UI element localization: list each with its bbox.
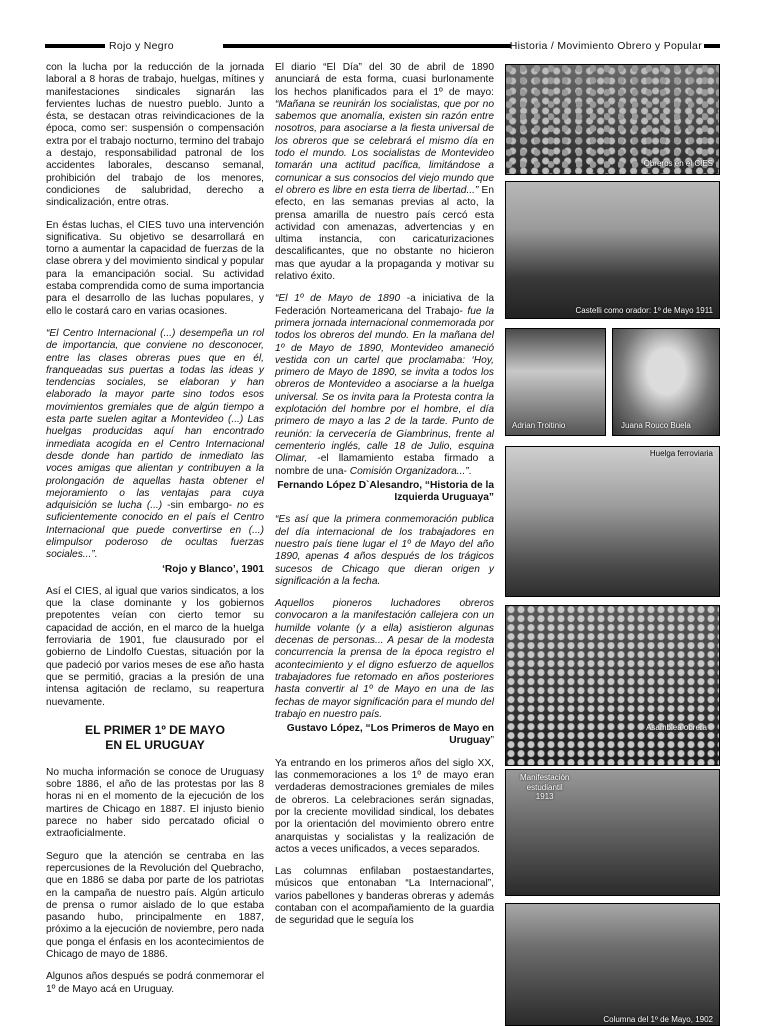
header-rule-middle bbox=[223, 44, 511, 48]
paragraph: con la lucha por la reducción de la jornada laboral a 8 horas de trabajo, huelgas, mítines y manifestaciones sindicales signarán las fervientes luchas de nuestro pueblo. Junto a ésta, se destacan otras reivindicaciones de la época, como ser: suspensión o compensación extra por el trabajo nocturno, termino del trabajo a destajo, responsabilidad patronal de los accidentes laborales, descanso semanal, prohibición del trabajo de los menores, condiciones de salubridad, derecho a sindicalización, entre otras. bbox=[46, 62, 264, 209]
photo-workers-assembly bbox=[505, 605, 720, 766]
photo-juana-rouco-buela bbox=[612, 328, 720, 436]
paragraph: Así el CIES, al igual que varios sindicatos, a los que la clase dominante y los gobiernos prepotentes veían con cierto temor su capacidad de acción, en el marco de la huelga ferroviaria de 1901, fue clausurado por el gobierno de Lindolfo Cuestas, situación por la que padeció por varios meses de ese año hasta que se permitió, gracias a la presión de una intensa agitación de reclamo, su reapertura nuevamente. bbox=[46, 585, 264, 708]
paragraph: Las columnas enfilaban postaestandartes, músicos que entonaban “La Internacional”, varios pabellones y banderas obreras y además contaban con el acompañamiento de la guardia de seguridad que le seguía los bbox=[275, 866, 494, 927]
quote-attribution: Gustavo López, “Los Primeros de Mayo en Uruguay” bbox=[286, 723, 494, 747]
text-column-left bbox=[46, 62, 264, 1006]
photo-caption: Juana Rouco Buela bbox=[621, 420, 691, 430]
photo-workers-cies bbox=[505, 64, 720, 175]
paragraph: Seguro que la atención se centraba en las repercusiones de la Revolución del Quebracho, que en 1886 se daba por parte de los patriotas en la campaña de nuestro país. Algún articulo de prensa o rumor aislado de lo que estaba pasando hubo, principalmente en 1887, próximo a la ejecución de noviembre, pero nada que ponga el énfasis en los acontecimientos de Chicago de mayo de 1886. bbox=[46, 850, 264, 960]
photo-student-demonstration bbox=[505, 769, 720, 896]
photo-castelli-orator bbox=[505, 181, 720, 319]
photo-railway-strike bbox=[505, 446, 720, 597]
photo-caption: Columna del 1º de Mayo, 1902 bbox=[603, 1014, 713, 1024]
paragraph: No mucha información se conoce de Uruguasy sobre 1886, el año de las protestas por las 8 horas ni en el momento de la ejecución de los martires de Chicago en 1887. El injusto bienio parece no haber sido percatado oficial o extraoficialmente. bbox=[46, 766, 264, 840]
photo-caption: Huelga ferroviaria bbox=[649, 449, 713, 458]
quote: “Es así que la primera conmemoración publica del día internacional de los trabajadores en nuestro país tiene lugar el 1º de Mayo del año 1890, apenas 4 años después de los trágicos sucesos de Chicago que dieran origen y significación a la fecha. bbox=[275, 514, 494, 587]
quote-attribution: Fernando López D`Alesandro, “Historia de la Izquierda Uruguaya” bbox=[277, 479, 494, 504]
header-rule-right bbox=[704, 44, 720, 48]
header-rule-left bbox=[45, 44, 105, 48]
paragraph: Ya entrando en los primeros años del siglo XX, las conmemoraciones a los 1º de mayo eran verdaderas demostraciones gremiales de miles de obreros. La celebraciones serán signadas, por la creciente movilidad sindical, los debates por la orientación del movimiento obrero entre anarquistas y socialistas y la realización de actos a veces unificados, a veces separados. bbox=[275, 757, 494, 855]
page-header bbox=[45, 38, 720, 54]
text-column-middle bbox=[275, 62, 494, 938]
photo-caption: Castelli como orador: 1º de Mayo 1911 bbox=[575, 305, 713, 315]
quote: “El 1º de Mayo de 1890 -a iniciativa de la Federación Norteamericana del Trabajo- fue la primera jornada internacional conmemorada por todos los obreros del mundo. En la mañana del 1º de Mayo de 1890, Montevideo amaneció vestida con un cartel que proclamaba: ‘Hoy, primero de Mayo de 1890, se invita a todos los obreros de Montevideo a asociarse a la huelga universal. Se os invita para la Protesta contra la explotación del hombre por el hombre, el día primero de mayo a las 2 de la tarde. Punto de reunión: la cervecería de Giambrinus, frente al cementerio inglés, calle 18 de Julio, esquina Olimar, -el llamamiento estaba firmado a nombre de una- Comisión Organizadora...”. bbox=[275, 293, 495, 477]
section-heading: EL PRIMER 1º DE MAYO EN EL URUGUAY bbox=[85, 722, 225, 752]
paragraph: El diario “El Día” del 30 de abril de 1890 anunciará de esta forma, cuasi burlonamente los hechos planificados para el 1º de mayo: “Mañana se reunirán los socialistas, que por no sabemos que anomalía, existen sin razón entre nosotros, para asociarse a la fiesta universal de los obreros que se celebrará el mismo día en todo el mundo. Los socialistas de Montevideo tomarán una actitud pacífica, limitándose a comunicar a sus consocios del viejo mundo que el obrero es libre en esta tierra de libertad...” En efecto, en las semanas previas al acto, la prensa amarilla de nuestro país cercó esta actividad con amenazas, advertencias y en ultima instancia, con caricaturizaciones descalificantes, que no obstante no hicieron mas que ayudar a la propaganda y motivar su relativo éxito. bbox=[275, 62, 494, 283]
quote: Aquellos pioneros luchadores obreros convocaron a la manifestación callejera con un humilde volante (y a ella) asistieron algunas decenas de personas... A pesar de la modesta concurrencia la prensa de la época registro el acontecimiento y el digno esfuerzo de aquellos trabajadores fue retomado en años posteriores hasta convertir al 1º de Mayo en una de las fechas de mayor significación para el mundo del trabajo en nuestro país. bbox=[275, 598, 494, 720]
photo-adrian-troitinio bbox=[505, 328, 606, 436]
photo-caption: Manifestación estudiantil 1913 bbox=[520, 773, 570, 801]
publication-name: Rojo y Negro bbox=[109, 40, 174, 52]
section-title: Historia / Movimiento Obrero y Popular bbox=[509, 40, 702, 52]
photo-caption: Obreros en el CIES bbox=[643, 158, 713, 168]
quote: “El Centro Internacional (...) desempeña un rol de importancia, que conviene no desconocer, entre las clases obreras pues que en él, franqueadas sus puertas a todas las ideas y tendencias sociales, se elaboran y han elaborado la mayor parte sino todos esos movimientos gremiales que de algún tiempo a esta parte suelen agitar a Montevideo (...) Las huelgas producidas aquí han encontrado inmediata acogida en el Centro Internacional desde donde han partido de inmediato las voces amigas que alientan y contribuyen a la prolongación de aquellas hasta obtener el mejoramiento o las ventajas para cuya adquisición se lucha (...) -sin embargo- no es suficientemente conocido en el país el Centro Internacional que puede convertirse en (...) elimpulsor poderoso de ocultas fuerzas sociales...”. bbox=[46, 327, 264, 561]
photo-caption: Adrian Troitinio bbox=[512, 420, 566, 430]
photo-caption: Asamblea obrera bbox=[646, 723, 707, 732]
photo-may-day-column bbox=[505, 903, 720, 1026]
paragraph: Algunos años después se podrá conmemorar el 1º de Mayo acá en Uruguay. bbox=[46, 971, 264, 995]
quote-attribution: ‘Rojo y Blanco’, 1901 bbox=[162, 563, 264, 575]
paragraph: En éstas luchas, el CIES tuvo una intervención significativa. Su objetivo se desarrollará en torno a aumentar la capacidad de fuerzas de la clase obrera y del movimiento sindical y popular para la emancipación social. Su actividad estaba comprendida como de suma importancia para el desarrollo de las luchas populares, y ello le costará caro en varias ocasiones. bbox=[46, 219, 264, 317]
